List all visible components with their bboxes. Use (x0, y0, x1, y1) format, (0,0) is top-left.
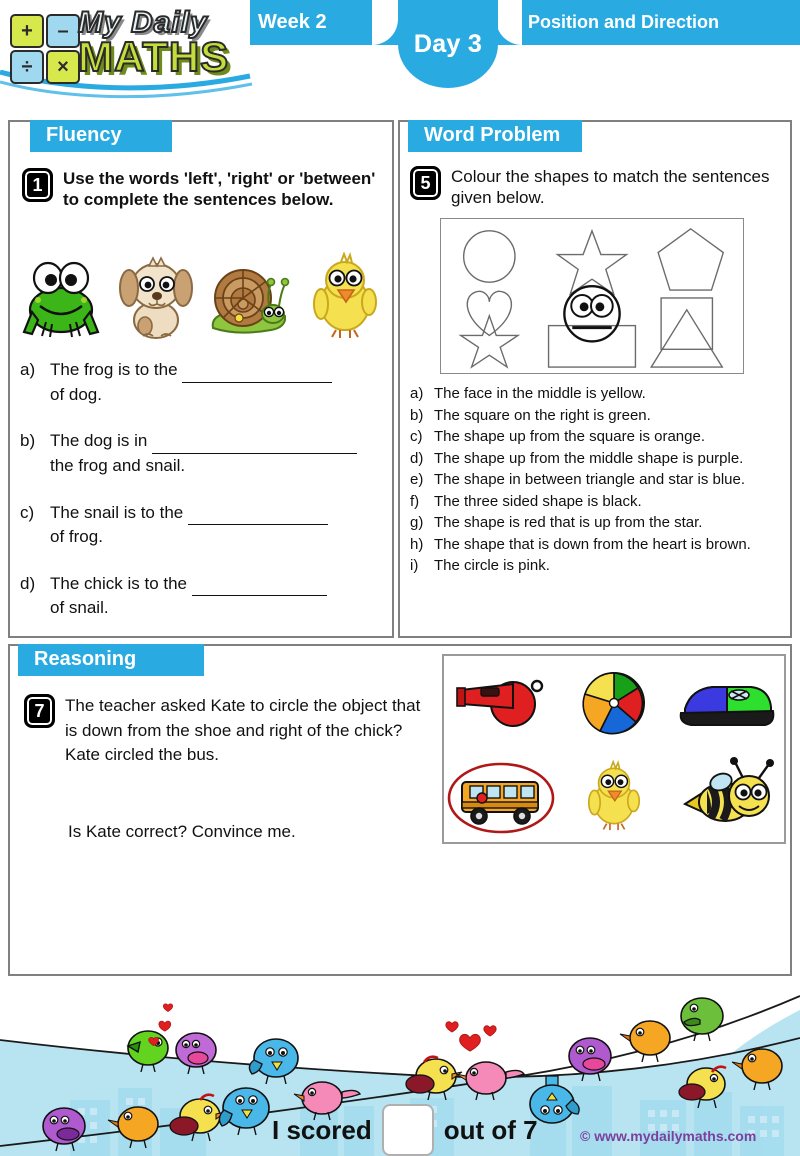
divide-glyph: ÷ (21, 56, 33, 78)
wp-letter: f) (410, 492, 420, 510)
frog-icon (18, 252, 104, 340)
shape-star-bottom (461, 316, 518, 367)
day-label: Day 3 (413, 29, 483, 58)
fluency-item-text-after: of frog. (50, 527, 103, 547)
word-problem-question-number: 5 (410, 166, 441, 200)
score-input-box[interactable] (382, 1104, 434, 1156)
reasoning-prompt: The teacher asked Kate to circle the object that is down from the shoe and right of the chick? (65, 696, 421, 740)
school-bus-icon (446, 756, 556, 836)
shape-triangle (651, 310, 722, 367)
word-problem-section-title: Word Problem (408, 120, 582, 152)
reasoning-prompt-block (65, 694, 424, 768)
logo-wordmark (78, 6, 229, 78)
fluency-answer-blank[interactable] (182, 367, 332, 383)
word-problem-item-list (410, 384, 788, 578)
word-problem-item (410, 470, 788, 490)
logo-line-maths: MATHS (78, 33, 230, 80)
plus-icon (10, 14, 44, 48)
reasoning-question-row (24, 694, 424, 768)
fluency-question-number: 1 (22, 168, 53, 202)
minus-glyph: – (57, 20, 69, 42)
word-problem-section (398, 120, 792, 638)
fluency-item-text-before: The chick is to the (50, 573, 188, 593)
reasoning-object-panel (442, 654, 786, 844)
bee-icon (677, 756, 777, 836)
shape-square (661, 298, 712, 349)
fluency-section-title: Fluency (30, 120, 172, 152)
fluency-answer-blank[interactable] (192, 580, 327, 596)
bird-green-2 (681, 998, 723, 1041)
shoe-icon (677, 673, 777, 733)
fluency-item-body (50, 429, 390, 478)
fluency-prompt: Use the words 'left', 'right' or 'between' to complete the sentences below. (63, 169, 376, 210)
bird-orange-1 (620, 1021, 670, 1062)
wp-letter: d) (410, 449, 424, 467)
shape-heart (467, 291, 511, 335)
topic-label: Position and Direction (528, 12, 720, 32)
day-badge (398, 0, 498, 88)
fluency-item-letter: d) (20, 573, 36, 593)
fluency-item (20, 358, 390, 407)
reasoning-question: Is Kate correct? Convince me. (68, 822, 296, 841)
word-problem-item (410, 492, 788, 512)
snail-icon (207, 252, 293, 340)
object-cell-beach-ball (557, 656, 670, 749)
page-header (0, 0, 800, 100)
fluency-item (20, 572, 390, 621)
divide-icon (10, 50, 44, 84)
wp-letter: c) (410, 428, 423, 445)
wp-text: The shape up from the middle shape is purple. (434, 449, 744, 467)
logo-operator-icons (10, 14, 80, 82)
wp-letter: a) (410, 385, 424, 402)
word-problem-item (410, 449, 788, 469)
week-label: Week 2 (258, 11, 327, 33)
hearts-middle (446, 1022, 496, 1051)
word-problem-prompt: Colour the shapes to match the sentences given below. (451, 167, 770, 208)
wp-letter: b) (410, 406, 424, 424)
reasoning-object-grid (444, 656, 784, 842)
website-credit: © www.mydailymaths.com (580, 1128, 757, 1144)
wp-text: The shape up from the square is orange. (434, 428, 705, 445)
score-suffix-label: out of 7 (443, 1114, 538, 1145)
plus-glyph: + (21, 20, 33, 42)
word-problem-item (410, 406, 788, 426)
fluency-item-body (50, 501, 390, 550)
wp-text: The square on the right is green. (434, 406, 651, 424)
fluency-section (8, 120, 394, 638)
fluency-item-letter: a) (20, 360, 36, 379)
fluency-item-text-before: The dog is in (50, 431, 148, 451)
word-problem-item (410, 556, 788, 576)
wp-letter: e) (410, 471, 424, 488)
score-row (272, 1104, 538, 1156)
fluency-item-body (50, 572, 390, 621)
fluency-item-text-after: of dog. (50, 384, 102, 404)
shape-rectangle (549, 326, 636, 367)
shape-circle (464, 231, 515, 282)
reasoning-prompt2: Kate circled the bus. (65, 745, 220, 765)
fluency-item-text-after: of snail. (50, 598, 109, 618)
chick-icon (579, 756, 649, 836)
times-icon (46, 50, 80, 84)
minus-icon (46, 14, 80, 48)
object-cell-shoe (671, 656, 784, 749)
reasoning-section (8, 644, 792, 976)
wp-text: The shape is red that is up from the star. (434, 514, 703, 531)
wp-text: The shape that is down from the heart is brown. (434, 535, 751, 553)
logo-line-my-daily: My Daily (78, 6, 208, 39)
fluency-answer-blank[interactable] (188, 509, 328, 525)
dog-icon (113, 252, 199, 340)
fluency-question-row (22, 168, 382, 211)
fluency-item-text-before: The frog is to the (50, 360, 178, 379)
wp-text: The circle is pink. (434, 557, 550, 574)
fluency-item-letter: c) (20, 502, 35, 522)
shape-grid (440, 218, 744, 374)
wp-letter: h) (410, 535, 424, 553)
wp-text: The face in the middle is yellow. (434, 385, 646, 402)
fluency-answer-blank[interactable] (152, 438, 357, 454)
object-cell-bee (671, 749, 784, 842)
object-cell-whistle (444, 656, 557, 749)
score-prefix-label: I scored (272, 1114, 372, 1145)
word-problem-item (410, 384, 788, 404)
word-problem-item (410, 427, 788, 447)
wp-text: The three sided shape is black. (434, 492, 642, 510)
wp-text: The shape in between triangle and star is blue. (434, 471, 746, 488)
object-cell-school-bus (444, 749, 557, 842)
reasoning-section-title: Reasoning (18, 644, 204, 676)
shape-star-top (557, 231, 626, 294)
shape-smiley-face (564, 286, 619, 341)
fluency-item-text-before: The snail is to the (50, 502, 184, 522)
fluency-item-letter: b) (20, 431, 36, 451)
fluency-item-text-after: the frog and snail. (50, 455, 186, 475)
beach-ball-icon (579, 668, 649, 738)
word-problem-question-row (410, 166, 782, 209)
fluency-animal-row (18, 250, 388, 340)
word-problem-item (410, 535, 788, 555)
word-problem-item (410, 513, 788, 533)
wp-letter: i) (410, 557, 419, 574)
object-cell-chick (557, 749, 670, 842)
fluency-item-list (20, 358, 390, 643)
reasoning-question-number: 7 (24, 694, 55, 728)
times-glyph: × (57, 56, 69, 78)
whistle-icon (451, 668, 551, 738)
fluency-item (20, 501, 390, 550)
shape-pentagon (658, 229, 723, 290)
fluency-item-body (50, 358, 390, 407)
chick-icon (302, 252, 388, 340)
fluency-item (20, 429, 390, 478)
wp-letter: g) (410, 514, 424, 531)
